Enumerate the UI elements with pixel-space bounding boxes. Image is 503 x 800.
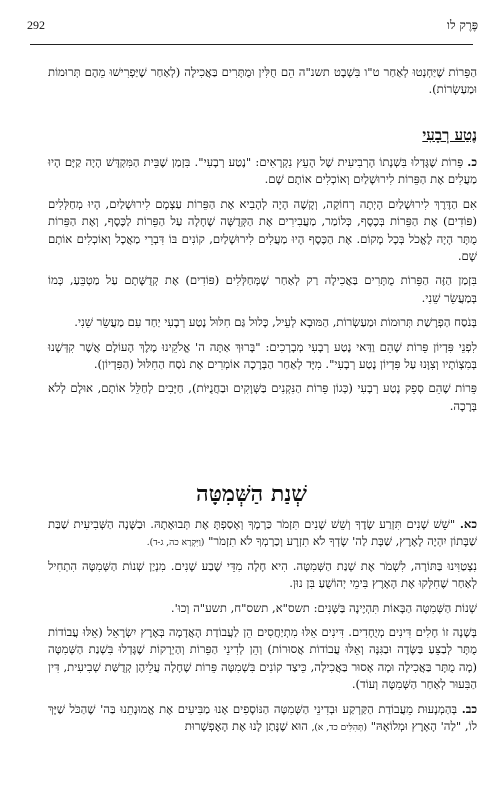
paragraph-21 <box>48 516 477 551</box>
paragraph-marker: כ. <box>467 155 477 169</box>
verse-quote: "שֵׁשׁ שָׁנִים תִּזְרַע שָׂדֶךָ וְשֵׁשׁ שָׁנִים תִּזְמֹר כַּרְמֶךָ וְאָסַפְתָּ אֶת תְּבוּאָתָהּ. וּבַשָּׁנָה הַשְּׁבִיעִית שַׁבַּת שַׁבָּתוֹן יִהְיֶה לָאָרֶץ, שַׁבָּת לַה' שָׂדְךָ לֹא תִזְרָע וְכַרְמְךָ לֹא תִזְמֹר" <box>48 517 477 549</box>
paragraph-marker: כב. <box>461 701 477 716</box>
section-heading-neta-revai: נֶטַע רְבָעִי <box>422 126 477 144</box>
section-neta-revai <box>48 154 477 422</box>
paragraph-text: פֵּרוֹת שֶׁגָּדְלוּ בִּשְׁנָתוֹ הָרְבִיעִית שֶׁל הָעֵץ נִקְרָאִים: "נֶטַע רְבָעִי". בִּזְמַן שֶׁבֵּית הַמִּקְדָּשׁ הָיָה קַיָּם הָיוּ מַעֲלִים אֶת הַפֵּרוֹת לִירוּשָׁלַיִם וְאוֹכְלִים אוֹתָם שָׁם. <box>48 155 477 187</box>
header-rule <box>30 44 473 45</box>
intro-paragraph: הַפֵּרוֹת שֶׁיַּחְנְטוּ לְאַחַר ט"ו בִּשְׁבָט תשנ"ה הֵם חֻלִּין וּמֻתָּרִים בַּאֲכִילָה (לְאַחַר שֶׁיַּפְרִישׁוּ מֵהֶם תְּרוּמוֹת וּמַעַשְׂרוֹת). <box>48 65 477 97</box>
paragraph: בְּשָׁנָה זוֹ חָלִים דִּינִים מְיֻחָדִים. דִּינִים אֵלּוּ מִתְיַחֲסִים הֵן לַעֲבוֹדַת הָאֲדָמָה בְּאֶרֶץ יִשְׂרָאֵל (אֵלּוּ עֲבוֹדוֹת מֻתָּר לְבַצֵּעַ בַּשָּׂדֶה וּבַגִּנָּה וְאֵלּוּ עֲבוֹדוֹת אֲסוּרוֹת) וְהֵן לְדִינֵי הַפֵּרוֹת וְהַיְרָקוֹת שֶׁגָּדְלוּ בִּשְׁנַת הַשְּׁמִטָּה (מָה מֻתָּר בַּאֲכִילָה וּמָה אָסוּר בַּאֲכִילָה, כֵּיצַד קוֹנִים בִּשְׁמִטָּה פֵּרוֹת שֶׁחָלָה עֲלֵיהֶן קְדֻשַּׁת שְׁבִיעִית, דִּין הַבִּעוּר לְאַחַר הַשְּׁמִטָּה וְעוֹד). <box>48 625 477 692</box>
paragraph-text: הוּא שֶׁנָּתַן לָנוּ אֶת הָאֶפְשָׁרוּת <box>184 719 308 734</box>
verse-reference: (וַיִּקְרָא כה, ג-ד). <box>146 538 205 549</box>
chapter-title: פֶּרֶק לו <box>446 18 478 32</box>
paragraph-text: בְּהַמְנָעוּת מֵעֲבוֹדַת הַקַּרְקַע וּבְדִינֵי הַשְּׁמִטָּה הַנּוֹסָפִים אָנוּ מַבִּיעִים אֶת אֱמוּנָתֵנוּ בַּה' שֶׁהַכֹּל שַׁיָּךְ לוֹ, "לַה' הָאָרֶץ וּמְלוֹאָהּ" <box>48 701 477 734</box>
paragraph: בְּנֹסַח הַפְרָשַׁת תְּרוּמוֹת וּמַעַשְׂרוֹת, הַמּוּבָא לְעֵיל, כָּלוּל גַּם חִלּוּל נֶטַע רְבָעִי יַחַד עִם מַעֲשֵׂר שֵׁנִי. <box>74 315 477 330</box>
intro-block <box>48 64 477 106</box>
paragraph-20 <box>48 154 477 189</box>
section-heading-shmita: שְׁנַת הַשְּׁמִטָּה <box>195 481 308 507</box>
paragraph: לִפְנֵי פִּדְיוֹן פֵּרוֹת שֶׁהֵם וַדַּאי נֶטַע רְבָעִי מְבָרְכִים: "בָּרוּךְ אַתָּה ה' אֱלֹקֵינוּ מֶלֶךְ הָעוֹלָם אֲשֶׁר קִדְּשָׁנוּ בְּמִצְוֹתָיו וְצִוָּנוּ עַל פִּדְיוֹן נֶטַע רְבָעִי". מִיָּד לְאַחַר הַבְּרָכָה אוֹמְרִים אֶת נֹסַח הַחִלּוּל (הַפִּדְיוֹן). <box>48 339 477 371</box>
paragraph: בִּזְמַן הַזֶּה הַפֵּרוֹת מֻתָּרִים בַּאֲכִילָה רַק לְאַחַר שֶׁמְּחַלְּלִים (פּוֹדִים) אֶת קְדֻשָּׁתָם עַל מַטְבֵּעַ, כְּמוֹ בְּמַעֲשֵׂר שֵׁנִי. <box>48 273 477 305</box>
paragraph: שְׁנוֹת הַשְּׁמִטָּה הַבָּאוֹת תִּהְיֶינָה בַּשָּׁנִים: תשס"א, תשס"ח, תשע"ה וְכוּ'. <box>170 600 477 615</box>
paragraph: פֵּרוֹת שֶׁהֵם סְפֵק נֶטַע רְבָעִי (כְּגוֹן פֵּרוֹת הַנִּקְנִים בַּשְּׁוָקִים וּבַחֲנֻיּוֹת), חַיָּבִים לְחַלֵּל אוֹתָם, אוּלָם לְלֹא בְּרָכָה. <box>48 381 477 413</box>
paragraph: אִם הַדֶּרֶךְ לִירוּשָׁלַיִם הָיְתָה רְחוֹקָה, וְקָשֶׁה הָיָה לְהָבִיא אֶת הַפֵּרוֹת עַצְמָם לִירוּשָׁלַיִם, הָיוּ מְחַלְּלִים (פּוֹדִים) אֶת הַפֵּרוֹת בְּכֶסֶף, כְּלוֹמַר, מַעֲבִירִים אֶת הַקְּדֻשָּׁה שֶׁחָלָה עַל הַפֵּרוֹת לַכֶּסֶף, וְאֶת הַפֵּרוֹת מֻתָּר הָיָה לֶאֱכֹל בְּכָל מָקוֹם. אֶת הַכֶּסֶף הָיוּ מַעֲלִים לִירוּשָׁלַיִם, קוֹנִים בּוֹ דִּבְרֵי מַאֲכָל וְאוֹכְלִים אוֹתָם שָׁם. <box>48 196 477 263</box>
page-number: 292 <box>27 18 45 32</box>
paragraph-marker: כא. <box>459 517 477 531</box>
section-shmita <box>48 516 477 743</box>
paragraph-22 <box>48 701 477 736</box>
paragraph: נִצְטַוִּינוּ בַּתּוֹרָה, לִשְׁמֹר אֶת שְׁנַת הַשְּׁמִטָּה. הִיא חָלָה מִדֵּי שֶׁבַע שָׁנִים. מִנְיַן שְׁנוֹת הַשְּׁמִטָּה הִתְחִיל לְאַחַר שֶׁחִלְּקוּ אֶת הָאָרֶץ בִּימֵי יְהוֹשֻׁעַ בִּן נוּן. <box>48 558 477 591</box>
verse-reference: (תְּהִלִּים כד, א), <box>311 723 368 734</box>
